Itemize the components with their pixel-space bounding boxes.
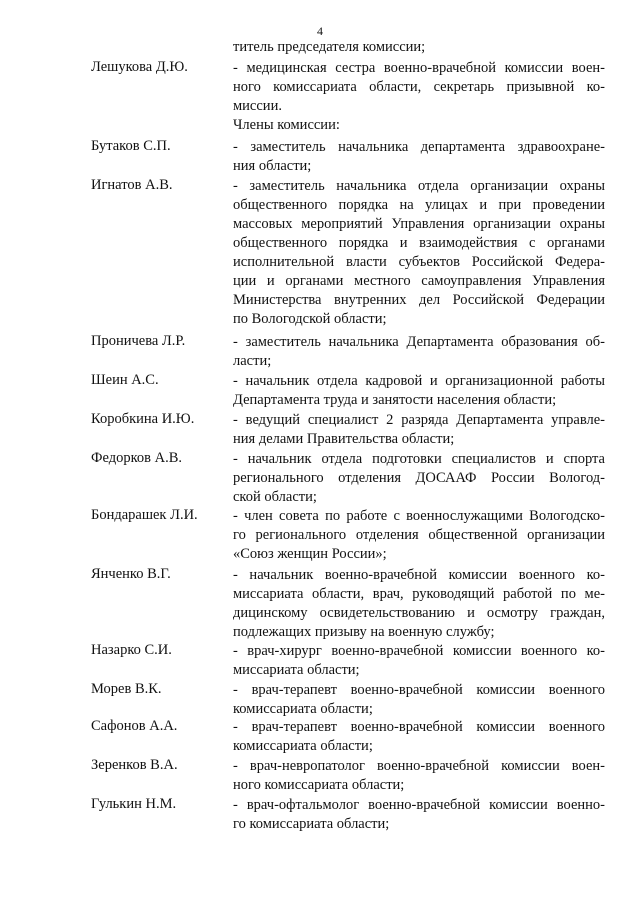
text-line: подлежащих призыву на военную службу; [233, 624, 495, 640]
role-description [233, 138, 605, 176]
text-line: ного комиссариата области; [233, 777, 405, 793]
text-line: «Союз женщин России»; [233, 546, 387, 562]
person-name: Федорков А.В. [91, 450, 183, 466]
text-line: - врач-терапевт военно-врачебной комиссии военного [233, 682, 605, 698]
role-description [233, 642, 605, 680]
role-description [233, 566, 605, 642]
role-description [233, 507, 605, 564]
text-line: - ведущий специалист 2 разряда Департамента управле- [233, 412, 605, 428]
role-description [233, 450, 605, 507]
text-line: - врач-офтальмолог военно-врачебной комиссии военно- [233, 797, 605, 813]
text-line: ния делами Правительства области; [233, 431, 455, 447]
person-name: Коробкина И.Ю. [91, 411, 195, 427]
text-line: дицинскому освидетельствованию и осмотру граждан, [233, 605, 605, 621]
text-line: ской области; [233, 489, 317, 505]
text-line: - врач-терапевт военно-врачебной комиссии военного [233, 719, 605, 735]
text-line: - начальник военно-врачебной комиссии военного ко- [233, 567, 605, 583]
text-line: - член совета по работе с военнослужащими Вологодско- [233, 508, 605, 524]
text-line: Министерства внутренних дел Российской Федерации [233, 292, 605, 308]
text-line: - заместитель начальника отдела организации охраны [233, 178, 605, 194]
text-line: - врач-хирург военно-врачебной комиссии военного ко- [233, 643, 605, 659]
role-description [233, 757, 605, 795]
text-line: Департамента труда и занятости населения области; [233, 392, 557, 408]
person-name: Янченко В.Г. [91, 566, 171, 582]
text-line: - заместитель начальника департамента здравоохране- [233, 139, 605, 155]
role-description [233, 681, 605, 719]
text-line: ласти; [233, 353, 272, 369]
text-line: комиссариата области; [233, 701, 373, 717]
person-name: Бутаков С.П. [91, 138, 171, 154]
role-description [233, 59, 605, 116]
text-line: общественного порядка и взаимодействия с органами [233, 235, 605, 251]
person-name: Шеин А.С. [91, 372, 159, 388]
page-number: 4 [317, 24, 323, 38]
text-line: миссариата области, врач, руководящий работой по ме- [233, 586, 605, 602]
person-name: Морев В.К. [91, 681, 162, 697]
person-name: Бондарашек Л.И. [91, 507, 198, 523]
person-name: Игнатов А.В. [91, 177, 173, 193]
text-line: ния области; [233, 158, 312, 174]
text-line: - заместитель начальника Департамента образования об- [233, 334, 605, 350]
person-name: Назарко С.И. [91, 642, 172, 658]
text-line: - врач-невропатолог военно-врачебной комиссии воен- [233, 758, 605, 774]
person-name: Зеренков В.А. [91, 757, 178, 773]
person-name: Лешукова Д.Ю. [91, 59, 188, 75]
text-line: титель председателя комиссии; [233, 39, 426, 55]
text-line: ции и органами местного самоуправления Управления [233, 273, 605, 289]
role-description [233, 372, 605, 410]
text-line: по Вологодской области; [233, 311, 387, 327]
continuation-description [233, 38, 605, 57]
text-line: ного комиссариата области, секретарь призывной ко- [233, 79, 605, 95]
role-description [233, 177, 605, 329]
text-line: исполнительной власти субъектов Российской Федера- [233, 254, 605, 270]
person-name: Проничева Л.Р. [91, 333, 186, 349]
members-heading: Члены комиссии: [233, 117, 340, 133]
text-line: - начальник отдела подготовки специалистов и спорта [233, 451, 605, 467]
role-description [233, 333, 605, 371]
text-line: - начальник отдела кадровой и организационной работы [233, 373, 605, 389]
person-name: Гулькин Н.М. [91, 796, 177, 812]
role-description [233, 796, 605, 834]
text-line: миссии. [233, 98, 282, 114]
text-line: - медицинская сестра военно-врачебной комиссии воен- [233, 60, 605, 76]
text-line: общественного порядка на улицах и при проведении [233, 197, 605, 213]
role-description [233, 411, 605, 449]
text-line: массовых мероприятий Управления организации охраны [233, 216, 605, 232]
text-line: регионального отделения ДОСААФ России Вологод- [233, 470, 605, 486]
text-line: го комиссариата области; [233, 816, 390, 832]
text-line: комиссариата области; [233, 738, 373, 754]
text-line: миссариата области; [233, 662, 360, 678]
person-name: Сафонов А.А. [91, 718, 178, 734]
text-line: го регионального отделения общественной организации [233, 527, 605, 543]
role-description [233, 718, 605, 756]
